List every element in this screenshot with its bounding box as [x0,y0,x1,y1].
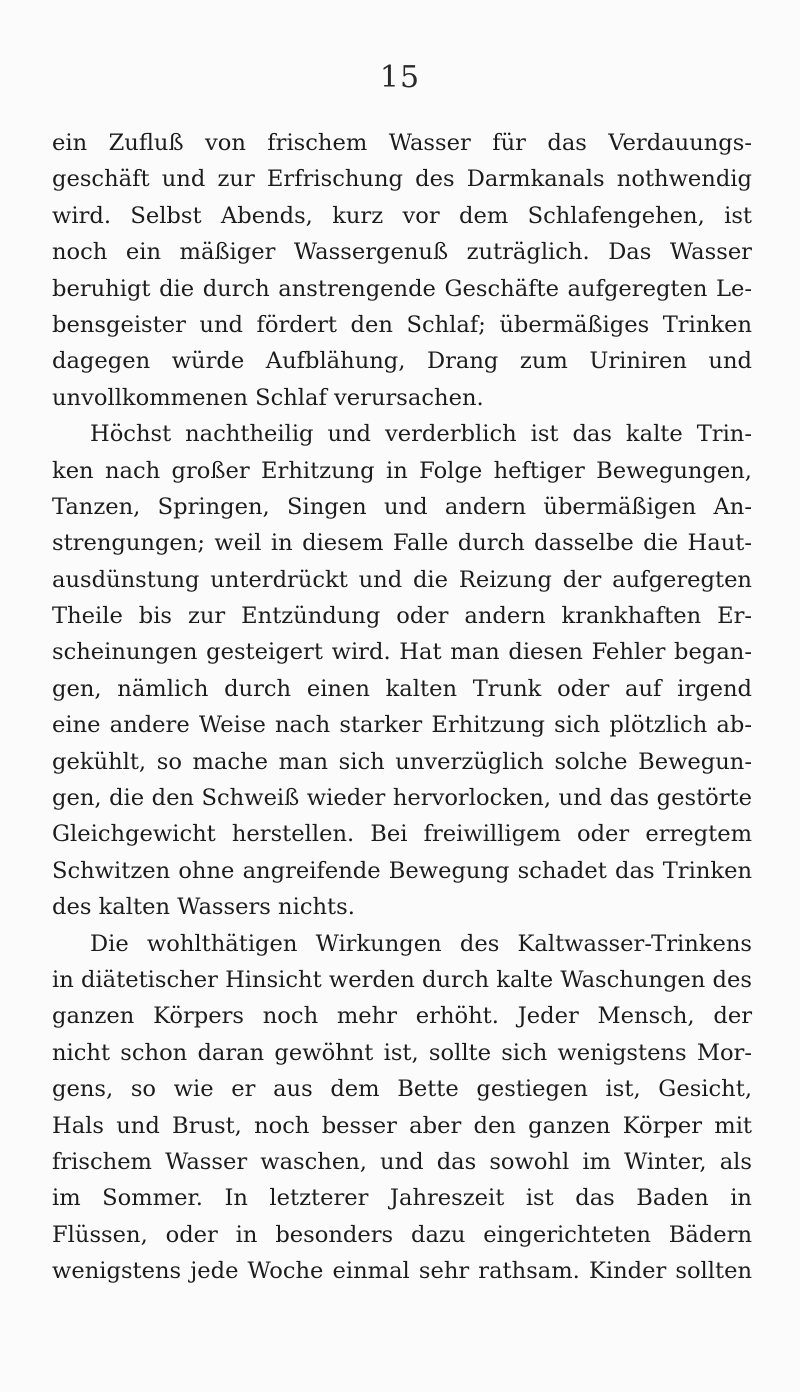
page-number: 15 [379,60,421,95]
text-line: unvollkommenen Schlaf verursachen. [52,384,484,411]
text-line: Tanzen, Springen, Singen und andern übermäßigen An- [52,493,752,520]
text-line: ein Zufluß von frischem Wasser für das Verdauungs- [52,130,752,156]
text-line: nicht schon daran gewöhnt ist, sollte sich wenigstens Mor- [52,1039,752,1066]
text-line: scheinungen gesteigert wird. Hat man diesen Fehler began- [52,639,752,666]
text-line: geschäft und zur Erfrischung des Darmkanals nothwendig [52,166,752,193]
text-line: bensgeister und fördert den Schlaf; übermäßiges Trinken [52,311,752,338]
text-line: gen, die den Schweiß wieder hervorlocken, und das gestörte [52,785,752,812]
text-line: ganzen Körpers noch mehr erhöht. Jeder Mensch, der [52,1003,752,1030]
text-line: gen, nämlich durch einen kalten Trunk oder auf irgend [52,675,752,702]
text-line: beruhigt die durch anstrengende Geschäfte aufgeregten Le- [52,275,752,302]
text-line: ken nach großer Erhitzung in Folge heftiger Bewegungen, [52,457,752,484]
text-line: Theile bis zur Entzündung oder andern krankhaften Er- [52,603,752,630]
text-line: Die wohlthätigen Wirkungen des Kaltwasser-Trinkens [90,930,752,957]
text-line: Gleichgewicht herstellen. Bei freiwilligem oder erregtem [52,821,752,848]
text-line: eine andere Weise nach starker Erhitzung sich plötzlich ab- [52,712,752,739]
text-line: noch ein mäßiger Wassergenuß zuträglich. Das Wasser [52,239,752,266]
text-line: ausdünstung unterdrückt und die Reizung der aufgeregten [52,566,752,593]
text-line: in diätetischer Hinsicht werden durch kalte Waschungen des [52,966,752,993]
text-line: dagegen würde Aufblähung, Drang zum Uriniren und [52,348,752,375]
text-line: Flüssen, oder in besonders dazu eingerichteten Bädern [52,1221,752,1248]
text-line: des kalten Wassers nichts. [52,894,355,921]
text-line: gekühlt, so mache man sich unverzüglich solche Bewegun- [52,748,752,775]
text-line: frischem Wasser waschen, und das sowohl im Winter, als [52,1148,752,1175]
text-line: gens, so wie er aus dem Bette gestiegen ist, Gesicht, [52,1076,752,1103]
text-line: im Sommer. In letzterer Jahreszeit ist das Baden in [52,1185,752,1212]
text-line: Schwitzen ohne angreifende Bewegung schadet das Trinken [52,857,752,884]
text-line: wenigstens jede Woche einmal sehr rathsam. Kinder sollten [52,1258,752,1285]
text-line: Höchst nachtheilig und verderblich ist das kalte Trin- [90,421,752,448]
text-line: Hals und Brust, noch besser aber den ganzen Körper mit [52,1112,752,1139]
body-text [52,125,752,1290]
text-line: wird. Selbst Abends, kurz vor dem Schlafengehen, ist [52,202,752,229]
text-line: strengungen; weil in diesem Falle durch dasselbe die Haut- [52,530,752,557]
